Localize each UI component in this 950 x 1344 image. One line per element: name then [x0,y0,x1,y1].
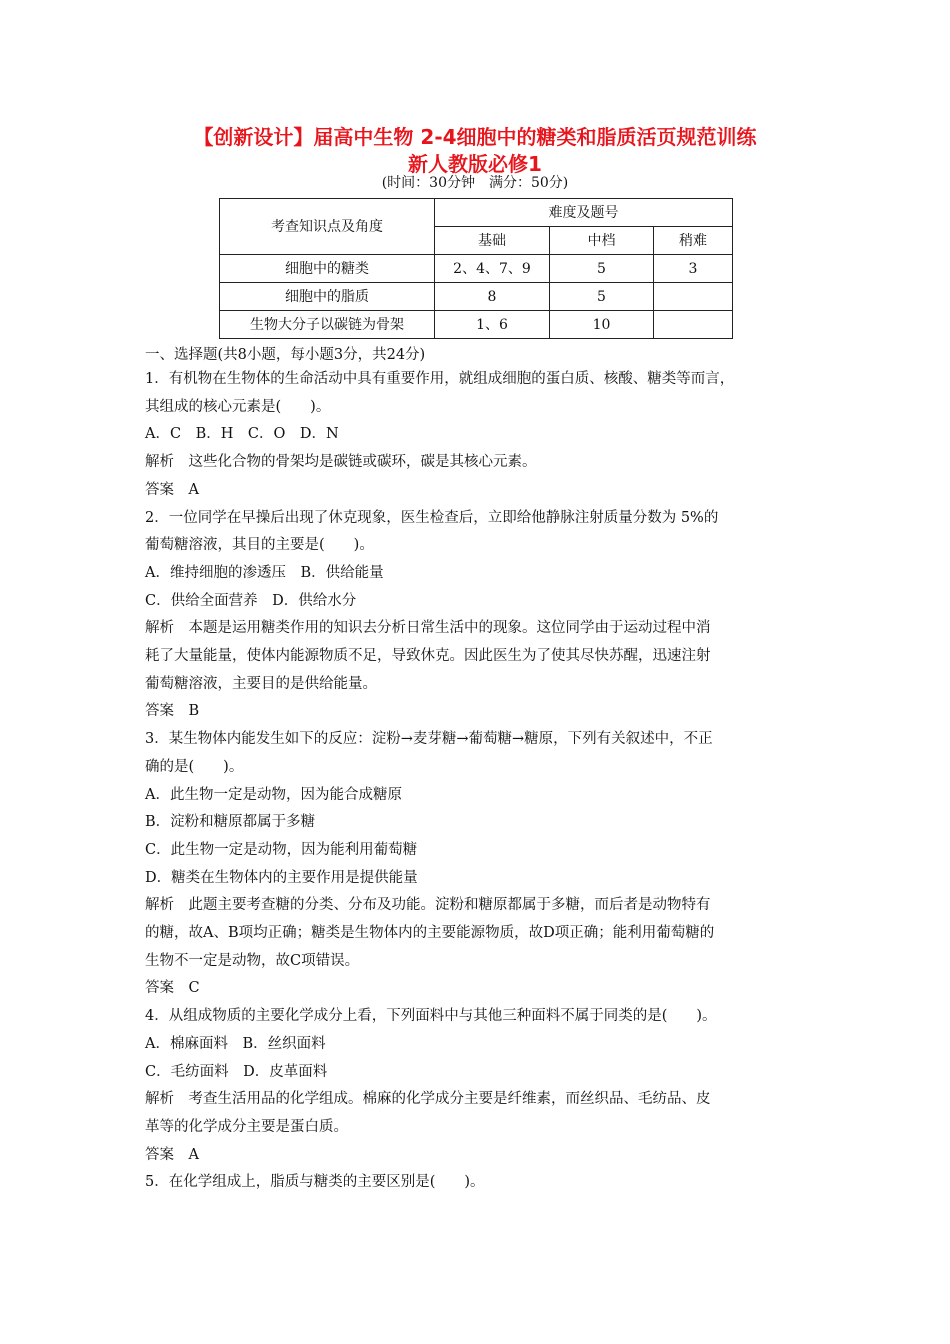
table-cell: 10 [550,311,654,339]
text-line: 确的是( )。 [145,758,244,775]
text-line: B．淀粉和糖原都属于多糖 [145,814,316,831]
table-cell: 2、4、7、9 [435,255,550,283]
text-line: 1．有机物在生物体的生命活动中具有重要作用，就组成细胞的蛋白质、核酸、糖类等而言， [145,371,735,387]
text-line: 耗了大量能量，使体内能源物质不足，导致休克。因此医生为了使其尽快苏醒，迅速注射 [145,648,711,665]
text-line: 3．某生物体内能发生如下的反应：淀粉→麦芽糖→葡萄糖→糖原，下列有关叙述中，不正 [145,731,713,748]
table-cell [654,283,733,311]
text-line: A．C B．H C．O D．N [145,426,339,443]
table-cell-topic: 细胞中的脂质 [220,283,435,311]
text-line: 答案 A [145,481,199,498]
table-col-header-topic: 考查知识点及角度 [220,199,435,255]
text-line: 2．一位同学在早操后出现了休克现象，医生检查后，立即给他静脉注射质量分数为 5%的 [145,509,719,526]
table-cell: 8 [435,283,550,311]
text-line: 4．从组成物质的主要化学成分上看，下列面料中与其他三种面料不属于同类的是( )。 [145,1008,717,1025]
text-line: D．糖类在生物体内的主要作用是提供能量 [145,869,418,886]
text-line: 的糖，故A、B项均正确；糖类是生物体内的主要能源物质，故D项正确；能利用葡萄糖的 [145,925,715,942]
table-cell: 5 [550,255,654,283]
text-line: A．棉麻面料 B．丝织面料 [145,1035,326,1052]
document-title-line2: 新人教版必修1 [408,152,542,176]
knowledge-difficulty-table [219,198,733,339]
text-line: 解析 此题主要考查糖的分类、分布及功能。淀粉和糖原都属于多糖，而后者是动物特有 [145,897,711,914]
text-line: 葡萄糖溶液，其目的主要是( )。 [145,537,374,554]
text-line: C．毛纺面料 D．皮革面料 [145,1063,328,1080]
table-cell: 5 [550,283,654,311]
text-line: 解析 考查生活用品的化学组成。棉麻的化学成分主要是纤维素，而丝织品、毛纺品、皮 [145,1091,711,1108]
text-line: 解析 本题是运用糖类作用的知识去分析日常生活中的现象。这位同学由于运动过程中消 [145,620,711,637]
text-line: A．维持细胞的渗透压 B．供给能量 [145,564,384,581]
table-row [220,255,733,283]
text-line: 其组成的核心元素是( )。 [145,398,331,415]
table-cell-topic: 细胞中的糖类 [220,255,435,283]
table-cell [654,311,733,339]
text-line: 答案 C [145,980,200,997]
table-group-header-difficulty: 难度及题号 [435,199,733,227]
time-score-info: (时间：30分钟 满分：50分) [381,175,569,191]
text-line: 答案 B [145,703,200,720]
table-header-row [220,199,733,227]
text-line: 葡萄糖溶液，主要目的是供给能量。 [145,675,377,692]
table-cell: 1、6 [435,311,550,339]
document-title-line1: 【创新设计】届高中生物 2-4细胞中的糖类和脂质活页规范训练 [193,125,757,149]
table-level-hard: 稍难 [654,227,733,255]
text-line: 革等的化学成分主要是蛋白质。 [145,1118,348,1135]
document-body [145,344,815,1197]
table-row [220,311,733,339]
section-heading: 一、选择题(共8小题，每小题3分，共24分) [145,347,426,363]
text-line: 5．在化学组成上，脂质与糖类的主要区别是( )。 [145,1174,485,1191]
text-line: 解析 这些化合物的骨架均是碳链或碳环，碳是其核心元素。 [145,454,537,471]
text-line: C．供给全面营养 D．供给水分 [145,592,357,609]
table-level-medium: 中档 [550,227,654,255]
text-line: 答案 A [145,1146,199,1163]
text-line: 生物不一定是动物，故C项错误。 [145,952,360,969]
table-level-basic: 基础 [435,227,550,255]
table-cell: 3 [654,255,733,283]
table-cell-topic: 生物大分子以碳链为骨架 [220,311,435,339]
table-row [220,283,733,311]
text-line: C．此生物一定是动物，因为能利用葡萄糖 [145,841,418,858]
text-line: A．此生物一定是动物，因为能合成糖原 [145,786,402,803]
